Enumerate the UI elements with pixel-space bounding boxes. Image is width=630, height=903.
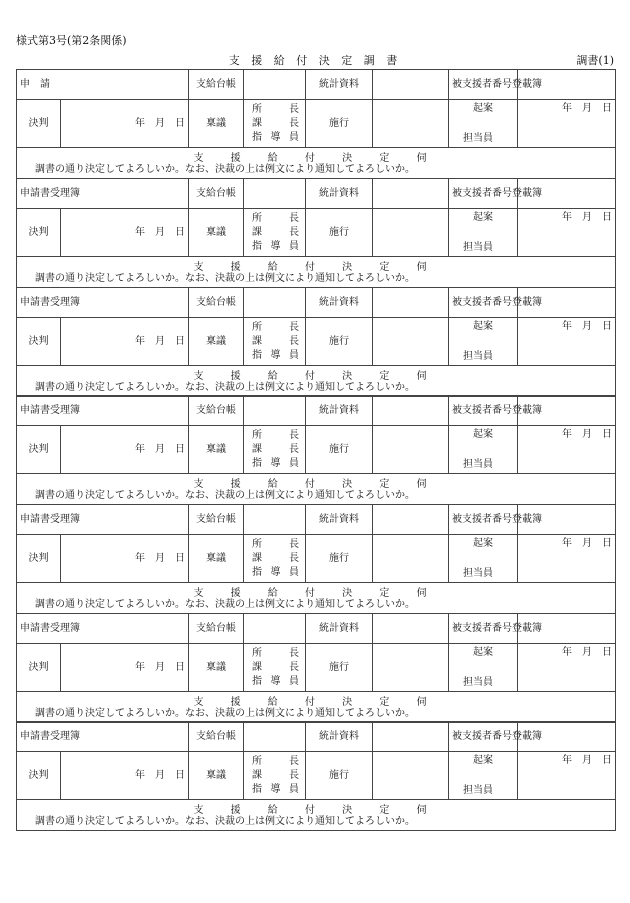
draft-label: 起案 bbox=[473, 647, 493, 658]
director-label: 所 長 bbox=[252, 647, 299, 659]
approval-request bbox=[17, 692, 616, 723]
enforcement-field[interactable] bbox=[373, 318, 449, 366]
draft-date-field[interactable]: 年 月 日 bbox=[518, 644, 616, 692]
section-chief-label: 課 長 bbox=[252, 117, 299, 129]
benefit-ledger-label: 支給台帳 bbox=[189, 179, 244, 209]
supervisor-label: 指導員 bbox=[252, 349, 299, 361]
decision-block bbox=[16, 69, 615, 179]
person-in-charge-label: 担当員 bbox=[463, 568, 493, 579]
enforcement-field[interactable] bbox=[373, 209, 449, 257]
director-label: 所 長 bbox=[252, 103, 299, 115]
deliberation-label: 稟議 bbox=[189, 100, 244, 148]
draft-cell bbox=[449, 752, 518, 800]
section-chief-label: 課 長 bbox=[252, 443, 299, 455]
approver-stack bbox=[244, 538, 305, 580]
benefit-ledger-field[interactable] bbox=[244, 505, 306, 535]
benefit-ledger-field[interactable] bbox=[244, 722, 306, 752]
draft-date-field[interactable]: 年 月 日 bbox=[518, 752, 616, 800]
statistics-label: 統計資料 bbox=[306, 70, 373, 100]
draft-date-field[interactable]: 年 月 日 bbox=[518, 100, 616, 148]
director-label: 所 長 bbox=[252, 321, 299, 333]
enforcement-label: 施行 bbox=[306, 426, 373, 474]
benefit-ledger-field[interactable] bbox=[244, 396, 306, 426]
approval-request bbox=[17, 800, 616, 831]
decision-table bbox=[16, 613, 616, 723]
decision-label: 決判 bbox=[17, 209, 61, 257]
recipient-register-label: 被支援者番号登載簿 bbox=[449, 70, 518, 100]
draft-cell bbox=[449, 318, 518, 366]
deliberation-label: 稟議 bbox=[189, 644, 244, 692]
section-chief-label: 課 長 bbox=[252, 661, 299, 673]
section-chief-label: 課 長 bbox=[252, 552, 299, 564]
recipient-register-label: 被支援者番号登載簿 bbox=[449, 288, 518, 318]
decision-label: 決判 bbox=[17, 644, 61, 692]
director-label: 所 長 bbox=[252, 429, 299, 441]
enforcement-field[interactable] bbox=[373, 752, 449, 800]
draft-cell bbox=[449, 535, 518, 583]
statistics-field[interactable] bbox=[373, 505, 449, 535]
statistics-field[interactable] bbox=[373, 179, 449, 209]
draft-label: 起案 bbox=[473, 103, 493, 114]
statistics-label: 統計資料 bbox=[306, 179, 373, 209]
draft-cell bbox=[449, 644, 518, 692]
draft-label: 起案 bbox=[473, 538, 493, 549]
approval-note: 調書の通り決定してよろしいか。なお、決裁の上は例文により通知してよろしいか。 bbox=[35, 381, 415, 393]
person-in-charge-label: 担当員 bbox=[463, 133, 493, 144]
application-register-label: 申請書受理簿 bbox=[17, 288, 189, 318]
draft-label: 起案 bbox=[473, 321, 493, 332]
person-in-charge-label: 担当員 bbox=[463, 459, 493, 470]
supervisor-label: 指導員 bbox=[252, 240, 299, 252]
enforcement-field[interactable] bbox=[373, 426, 449, 474]
enforcement-label: 施行 bbox=[306, 100, 373, 148]
draft-cell bbox=[449, 100, 518, 148]
deliberation-label: 稟議 bbox=[189, 752, 244, 800]
decision-label: 決判 bbox=[17, 752, 61, 800]
deliberation-label: 稟議 bbox=[189, 426, 244, 474]
application-register-label: 申請書受理簿 bbox=[17, 505, 189, 535]
recipient-register-label: 被支援者番号登載簿 bbox=[449, 614, 518, 644]
draft-label: 起案 bbox=[473, 755, 493, 766]
decision-label: 決判 bbox=[17, 535, 61, 583]
deliberation-label: 稟議 bbox=[189, 535, 244, 583]
enforcement-label: 施行 bbox=[306, 535, 373, 583]
draft-label: 起案 bbox=[473, 212, 493, 223]
approval-title: 支 援 給 付 決 定 伺 bbox=[193, 804, 439, 816]
draft-date-field[interactable]: 年 月 日 bbox=[518, 535, 616, 583]
approval-note: 調書の通り決定してよろしいか。なお、決裁の上は例文により通知してよろしいか。 bbox=[35, 598, 415, 610]
draft-label: 起案 bbox=[473, 429, 493, 440]
approver-stack bbox=[244, 321, 305, 363]
recipient-register-label: 被支援者番号登載簿 bbox=[449, 396, 518, 426]
benefit-ledger-field[interactable] bbox=[244, 288, 306, 318]
decision-block bbox=[16, 395, 615, 505]
approver-stack bbox=[244, 647, 305, 689]
decision-label: 決判 bbox=[17, 318, 61, 366]
decision-date-field[interactable]: 年 月 日 bbox=[61, 426, 189, 474]
deliberation-label: 稟議 bbox=[189, 318, 244, 366]
approval-request bbox=[17, 257, 616, 288]
recipient-register-label: 被支援者番号登載簿 bbox=[449, 722, 518, 752]
decision-label: 決判 bbox=[17, 100, 61, 148]
enforcement-label: 施行 bbox=[306, 644, 373, 692]
director-label: 所 長 bbox=[252, 755, 299, 767]
decision-block bbox=[16, 504, 615, 614]
draft-date-field[interactable]: 年 月 日 bbox=[518, 426, 616, 474]
approval-title: 支 援 給 付 決 定 伺 bbox=[193, 261, 439, 273]
benefit-ledger-field[interactable] bbox=[244, 614, 306, 644]
statistics-field[interactable] bbox=[373, 614, 449, 644]
supervisor-label: 指導員 bbox=[252, 457, 299, 469]
benefit-ledger-field[interactable] bbox=[244, 179, 306, 209]
approval-note: 調書の通り決定してよろしいか。なお、決裁の上は例文により通知してよろしいか。 bbox=[35, 815, 415, 827]
statistics-label: 統計資料 bbox=[306, 396, 373, 426]
benefit-ledger-label: 支給台帳 bbox=[189, 396, 244, 426]
approval-title: 支 援 給 付 決 定 伺 bbox=[193, 696, 439, 708]
statistics-label: 統計資料 bbox=[306, 288, 373, 318]
approval-note: 調書の通り決定してよろしいか。なお、決裁の上は例文により通知してよろしいか。 bbox=[35, 272, 415, 284]
approval-request bbox=[17, 474, 616, 505]
approver-stack bbox=[244, 429, 305, 471]
approval-title: 支 援 給 付 決 定 伺 bbox=[193, 478, 439, 490]
statistics-field[interactable] bbox=[373, 288, 449, 318]
application-register-label: 申請書受理簿 bbox=[17, 396, 189, 426]
approver-stack bbox=[244, 755, 305, 797]
document-title: 支 援 給 付 決 定 調 書 bbox=[228, 54, 402, 67]
decision-date-field[interactable]: 年 月 日 bbox=[61, 318, 189, 366]
approval-request bbox=[17, 148, 616, 179]
benefit-ledger-label: 支給台帳 bbox=[189, 722, 244, 752]
application-register-label: 申請書受理簿 bbox=[17, 179, 189, 209]
enforcement-label: 施行 bbox=[306, 209, 373, 257]
form-number: 様式第3号(第2条関係) bbox=[16, 34, 127, 47]
decision-table bbox=[16, 504, 616, 614]
supervisor-label: 指導員 bbox=[252, 566, 299, 578]
section-chief-label: 課 長 bbox=[252, 769, 299, 781]
approval-title: 支 援 給 付 決 定 伺 bbox=[193, 370, 439, 382]
person-in-charge-label: 担当員 bbox=[463, 677, 493, 688]
decision-date-field[interactable]: 年 月 日 bbox=[61, 100, 189, 148]
application-register-label: 申 請 bbox=[17, 70, 189, 100]
statistics-label: 統計資料 bbox=[306, 722, 373, 752]
enforcement-field[interactable] bbox=[373, 100, 449, 148]
decision-block bbox=[16, 613, 615, 723]
statistics-label: 統計資料 bbox=[306, 505, 373, 535]
recipient-register-label: 被支援者番号登載簿 bbox=[449, 179, 518, 209]
decision-table bbox=[16, 721, 616, 831]
decision-date-field[interactable]: 年 月 日 bbox=[61, 209, 189, 257]
decision-block bbox=[16, 178, 615, 288]
statistics-field[interactable] bbox=[373, 722, 449, 752]
supervisor-label: 指導員 bbox=[252, 783, 299, 795]
decision-table bbox=[16, 69, 616, 179]
approval-note: 調書の通り決定してよろしいか。なお、決裁の上は例文により通知してよろしいか。 bbox=[35, 489, 415, 501]
section-chief-label: 課 長 bbox=[252, 226, 299, 238]
enforcement-label: 施行 bbox=[306, 752, 373, 800]
statistics-field[interactable] bbox=[373, 70, 449, 100]
draft-date-field[interactable]: 年 月 日 bbox=[518, 209, 616, 257]
decision-table bbox=[16, 395, 616, 505]
enforcement-field[interactable] bbox=[373, 535, 449, 583]
approver-stack bbox=[244, 212, 305, 254]
approval-title: 支 援 給 付 決 定 伺 bbox=[193, 152, 439, 164]
decision-date-field[interactable]: 年 月 日 bbox=[61, 752, 189, 800]
supervisor-label: 指導員 bbox=[252, 131, 299, 143]
recipient-register-label: 被支援者番号登載簿 bbox=[449, 505, 518, 535]
approval-request bbox=[17, 583, 616, 614]
deliberation-label: 稟議 bbox=[189, 209, 244, 257]
decision-date-field[interactable]: 年 月 日 bbox=[61, 644, 189, 692]
decision-date-field[interactable]: 年 月 日 bbox=[61, 535, 189, 583]
decision-block bbox=[16, 287, 615, 397]
person-in-charge-label: 担当員 bbox=[463, 785, 493, 796]
approval-note: 調書の通り決定してよろしいか。なお、決裁の上は例文により通知してよろしいか。 bbox=[35, 707, 415, 719]
decision-table bbox=[16, 287, 616, 397]
approver-stack bbox=[244, 103, 305, 145]
decision-label: 決判 bbox=[17, 426, 61, 474]
section-chief-label: 課 長 bbox=[252, 335, 299, 347]
draft-cell bbox=[449, 426, 518, 474]
benefit-ledger-label: 支給台帳 bbox=[189, 614, 244, 644]
enforcement-label: 施行 bbox=[306, 318, 373, 366]
enforcement-field[interactable] bbox=[373, 644, 449, 692]
application-register-label: 申請書受理簿 bbox=[17, 722, 189, 752]
benefit-ledger-label: 支給台帳 bbox=[189, 505, 244, 535]
decision-block bbox=[16, 721, 615, 831]
approval-request bbox=[17, 366, 616, 397]
decision-table bbox=[16, 178, 616, 288]
draft-cell bbox=[449, 209, 518, 257]
application-register-label: 申請書受理簿 bbox=[17, 614, 189, 644]
supervisor-label: 指導員 bbox=[252, 675, 299, 687]
draft-date-field[interactable]: 年 月 日 bbox=[518, 318, 616, 366]
benefit-ledger-label: 支給台帳 bbox=[189, 70, 244, 100]
benefit-ledger-label: 支給台帳 bbox=[189, 288, 244, 318]
statistics-label: 統計資料 bbox=[306, 614, 373, 644]
director-label: 所 長 bbox=[252, 212, 299, 224]
benefit-ledger-field[interactable] bbox=[244, 70, 306, 100]
director-label: 所 長 bbox=[252, 538, 299, 550]
person-in-charge-label: 担当員 bbox=[463, 242, 493, 253]
approval-title: 支 援 給 付 決 定 伺 bbox=[193, 587, 439, 599]
document-code: 調書(1) bbox=[576, 54, 614, 67]
approval-note: 調書の通り決定してよろしいか。なお、決裁の上は例文により通知してよろしいか。 bbox=[35, 163, 415, 175]
statistics-field[interactable] bbox=[373, 396, 449, 426]
person-in-charge-label: 担当員 bbox=[463, 351, 493, 362]
